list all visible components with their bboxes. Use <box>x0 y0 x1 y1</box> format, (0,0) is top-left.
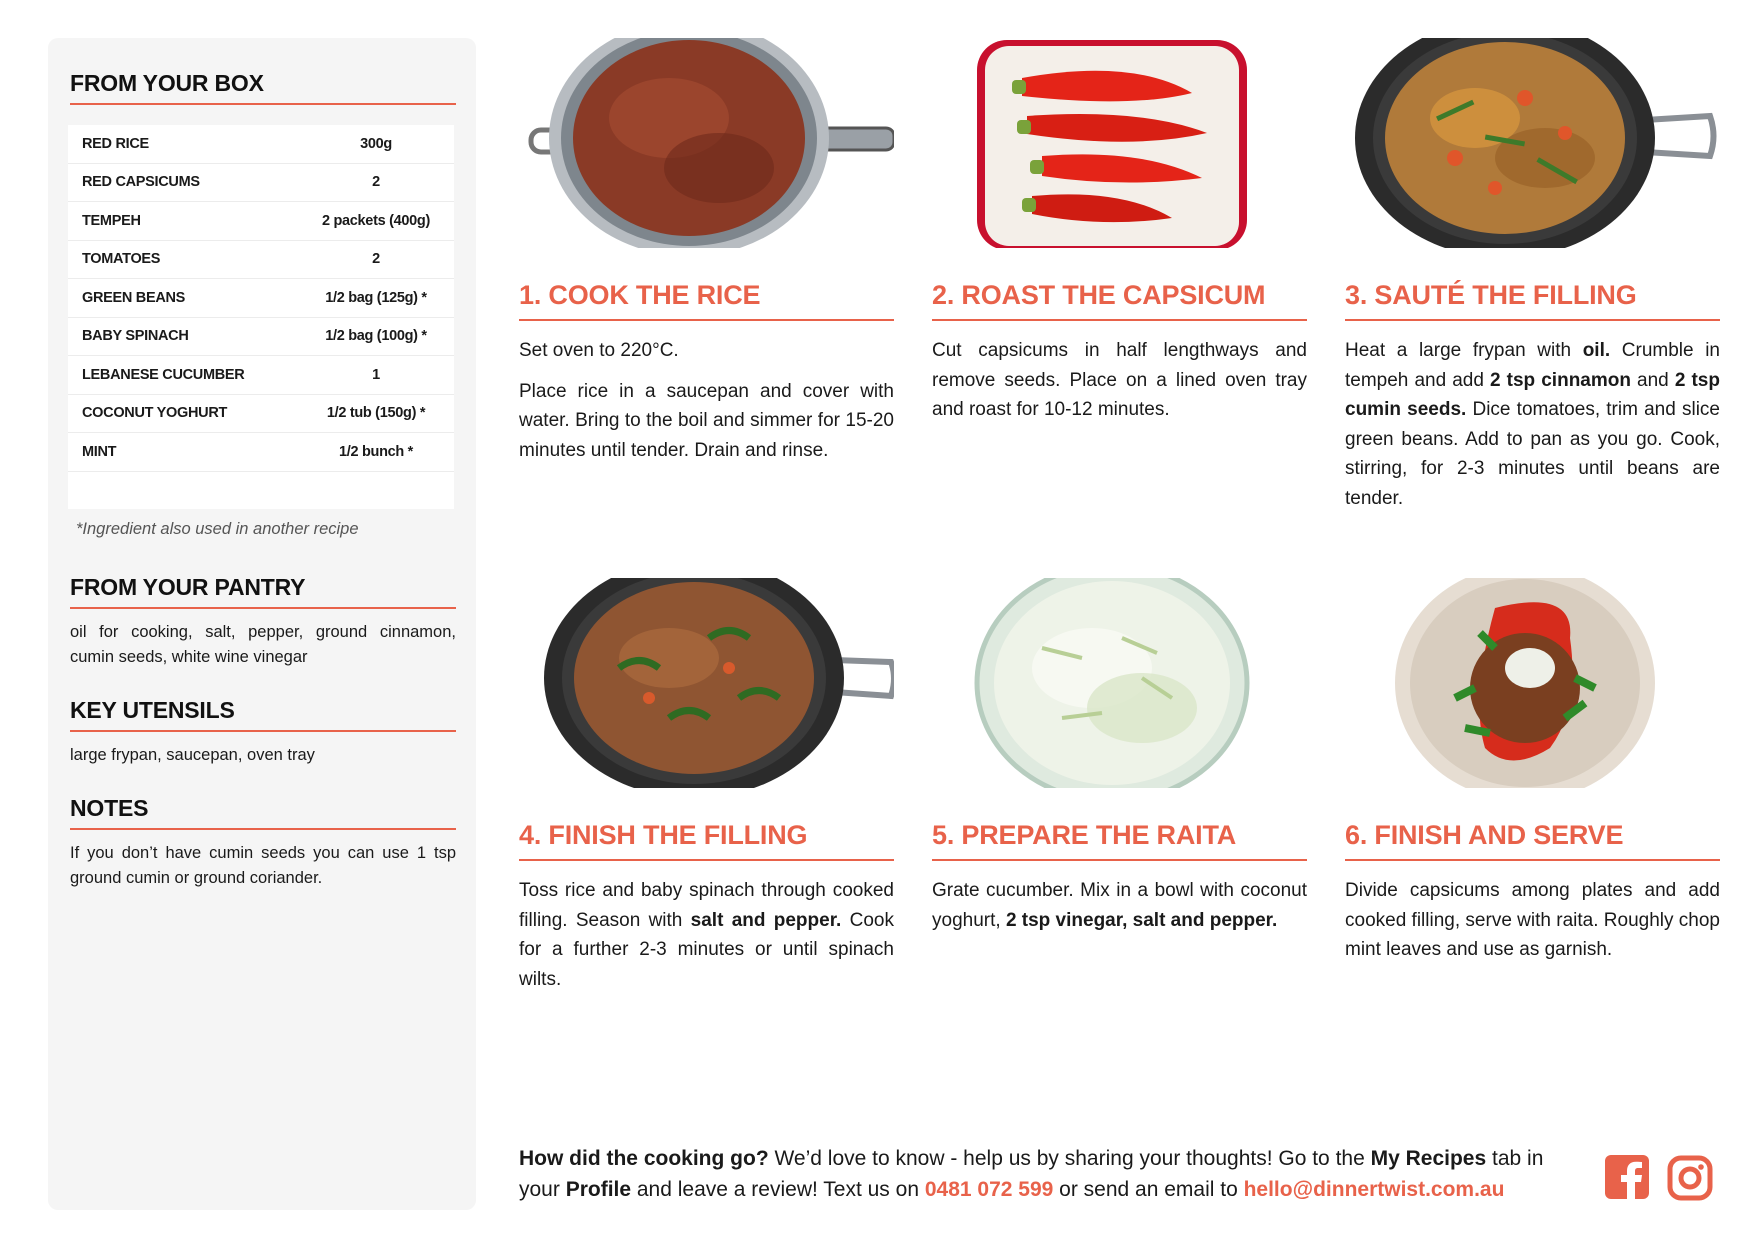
box-ingredients-table <box>68 125 454 509</box>
step-3-photo <box>1345 38 1720 248</box>
rice-saucepan-image <box>519 38 894 248</box>
frypan-filling-image <box>1345 38 1720 248</box>
bold-ingredient: 2 tsp vinegar, salt and pepper. <box>1005 909 1278 931</box>
step-2-photo <box>932 38 1307 248</box>
ingredient-qty: 1 <box>372 366 380 383</box>
utensils-heading: KEY UTENSILS <box>70 697 456 732</box>
step-5-title: 5. PREPARE THE RAITA <box>932 820 1307 861</box>
ingredient-qty: 2 <box>372 174 380 191</box>
ingredient-name: TOMATOES <box>82 251 161 268</box>
ingredient-footnote: *Ingredient also used in another recipe <box>76 520 359 538</box>
finished-filling-frypan-image <box>519 578 894 788</box>
step-paragraph <box>932 876 1307 935</box>
step-text-run: Cook for a further 2-3 minutes or until spinach wilts. <box>519 909 894 990</box>
ingredient-name: GREEN BEANS <box>82 289 186 306</box>
facebook-link[interactable] <box>1605 1155 1649 1199</box>
table-row <box>68 241 454 280</box>
utensils-text: large frypan, saucepan, oven tray <box>70 746 315 764</box>
footer-bold: How did the cooking go? <box>519 1147 769 1170</box>
step-paragraph <box>519 336 894 366</box>
step-3-text <box>1345 336 1720 524</box>
ingredient-qty: 1/2 bunch * <box>338 443 414 460</box>
ingredient-name: TEMPEH <box>82 212 141 229</box>
table-row <box>68 318 454 357</box>
ingredient-name: RED RICE <box>82 135 149 152</box>
step-4-text <box>519 876 894 1005</box>
step-5-text <box>932 876 1307 946</box>
step-6-text <box>1345 876 1720 976</box>
box-heading: FROM YOUR BOX <box>70 70 456 105</box>
ingredient-qty: 2 <box>372 251 380 268</box>
table-row <box>68 125 454 164</box>
table-row <box>68 433 454 472</box>
ingredient-name: LEBANESE CUCUMBER <box>82 366 245 383</box>
table-row <box>68 202 454 241</box>
step-6-photo <box>1345 578 1720 788</box>
step-1-photo <box>519 38 894 248</box>
table-row <box>68 279 454 318</box>
footer-contact-link[interactable]: hello@dinnertwist.com.au <box>1243 1178 1505 1201</box>
ingredient-qty: 1/2 tub (150g) * <box>326 405 426 422</box>
pantry-heading: FROM YOUR PANTRY <box>70 574 456 609</box>
step-text-run: Grate cucumber. Mix in a bowl with coconut yoghurt, <box>932 880 1307 931</box>
step-2-title: 2. ROAST THE CAPSICUM <box>932 280 1307 321</box>
step-1-text <box>519 336 894 476</box>
pantry-text: oil for cooking, salt, pepper, ground cinnamon, cumin seeds, white wine vinegar <box>70 623 456 666</box>
step-paragraph <box>1345 336 1720 513</box>
step-paragraph <box>932 336 1307 425</box>
footer-bold: My Recipes <box>1370 1147 1487 1170</box>
step-2-text <box>932 336 1307 436</box>
ingredients-sidebar <box>48 38 476 1210</box>
ingredient-name: COCONUT YOGHURT <box>82 405 228 422</box>
step-text-run: Heat a large frypan with <box>1345 340 1583 361</box>
raita-bowl-image <box>932 578 1307 788</box>
bold-ingredient: 2 tsp cinnamon <box>1490 369 1631 391</box>
table-row <box>68 164 454 203</box>
step-4-photo <box>519 578 894 788</box>
ingredient-name: BABY SPINACH <box>82 328 189 345</box>
review-footer <box>519 1143 1579 1205</box>
notes-heading: NOTES <box>70 795 456 830</box>
bold-ingredient: salt and pepper. <box>690 909 842 931</box>
footer-text: We’d love to know - help us by sharing your thoughts! Go to the <box>768 1147 1371 1170</box>
step-text-run: Dice tomatoes, trim and slice green beans. Add to pan as you go. Cook, stirring, for 2-3 minutes until beans are tender. <box>1345 399 1721 509</box>
step-1-title: 1. COOK THE RICE <box>519 280 894 321</box>
step-text-run: and <box>1630 369 1675 391</box>
ingredient-qty: 1/2 bag (125g) * <box>325 289 427 306</box>
step-text-run: Place rice in a saucepan and cover with water. Bring to the boil and simmer for 15-20 minutes until tender. Drain and rinse. <box>519 380 894 461</box>
instagram-icon <box>1667 1155 1713 1201</box>
step-3-title: 3. SAUTÉ THE FILLING <box>1345 280 1720 321</box>
ingredient-name: RED CAPSICUMS <box>82 174 200 191</box>
step-4-title: 4. FINISH THE FILLING <box>519 820 894 861</box>
table-row <box>68 395 454 434</box>
notes-text: If you don’t have cumin seeds you can use 1 tsp ground cumin or ground coriander. <box>70 844 456 887</box>
step-text-run: Crumble in tempeh and add <box>1345 340 1720 391</box>
step-5-photo <box>932 578 1307 788</box>
ingredient-qty: 2 packets (400g) <box>321 212 431 229</box>
step-text-run: Toss rice and baby spinach through cooked filling. Season with <box>519 880 894 931</box>
facebook-icon <box>1605 1155 1649 1199</box>
footer-text: tab in your <box>519 1147 1544 1201</box>
ingredient-qty: 300g <box>360 135 392 152</box>
step-paragraph <box>1345 876 1720 965</box>
served-plate-image <box>1345 578 1720 788</box>
step-text-run: Set oven to 220°C. <box>519 340 679 361</box>
bold-ingredient: oil. <box>1582 340 1611 361</box>
step-6-title: 6. FINISH AND SERVE <box>1345 820 1720 861</box>
ingredient-name: MINT <box>82 443 117 460</box>
footer-bold: Profile <box>565 1178 632 1201</box>
step-text-run: Cut capsicums in half lengthways and remove seeds. Place on a lined oven tray and roast for 10-12 minutes. <box>932 340 1307 420</box>
footer-contact-link[interactable]: 0481 072 599 <box>924 1178 1054 1201</box>
footer-text: and leave a review! Text us on <box>631 1178 925 1201</box>
instagram-link[interactable] <box>1667 1155 1713 1201</box>
step-text-run: Divide capsicums among plates and add cooked filling, serve with raita. Roughly chop mint leaves and use as garnish. <box>1345 880 1720 960</box>
footer-text: or send an email to <box>1053 1178 1244 1201</box>
step-paragraph <box>519 876 894 994</box>
step-paragraph <box>519 377 894 466</box>
table-row <box>68 356 454 395</box>
bold-ingredient: 2 tsp cumin seeds. <box>1345 369 1720 420</box>
ingredient-qty: 1/2 bag (100g) * <box>325 328 427 345</box>
roasting-tray-image <box>932 38 1307 248</box>
